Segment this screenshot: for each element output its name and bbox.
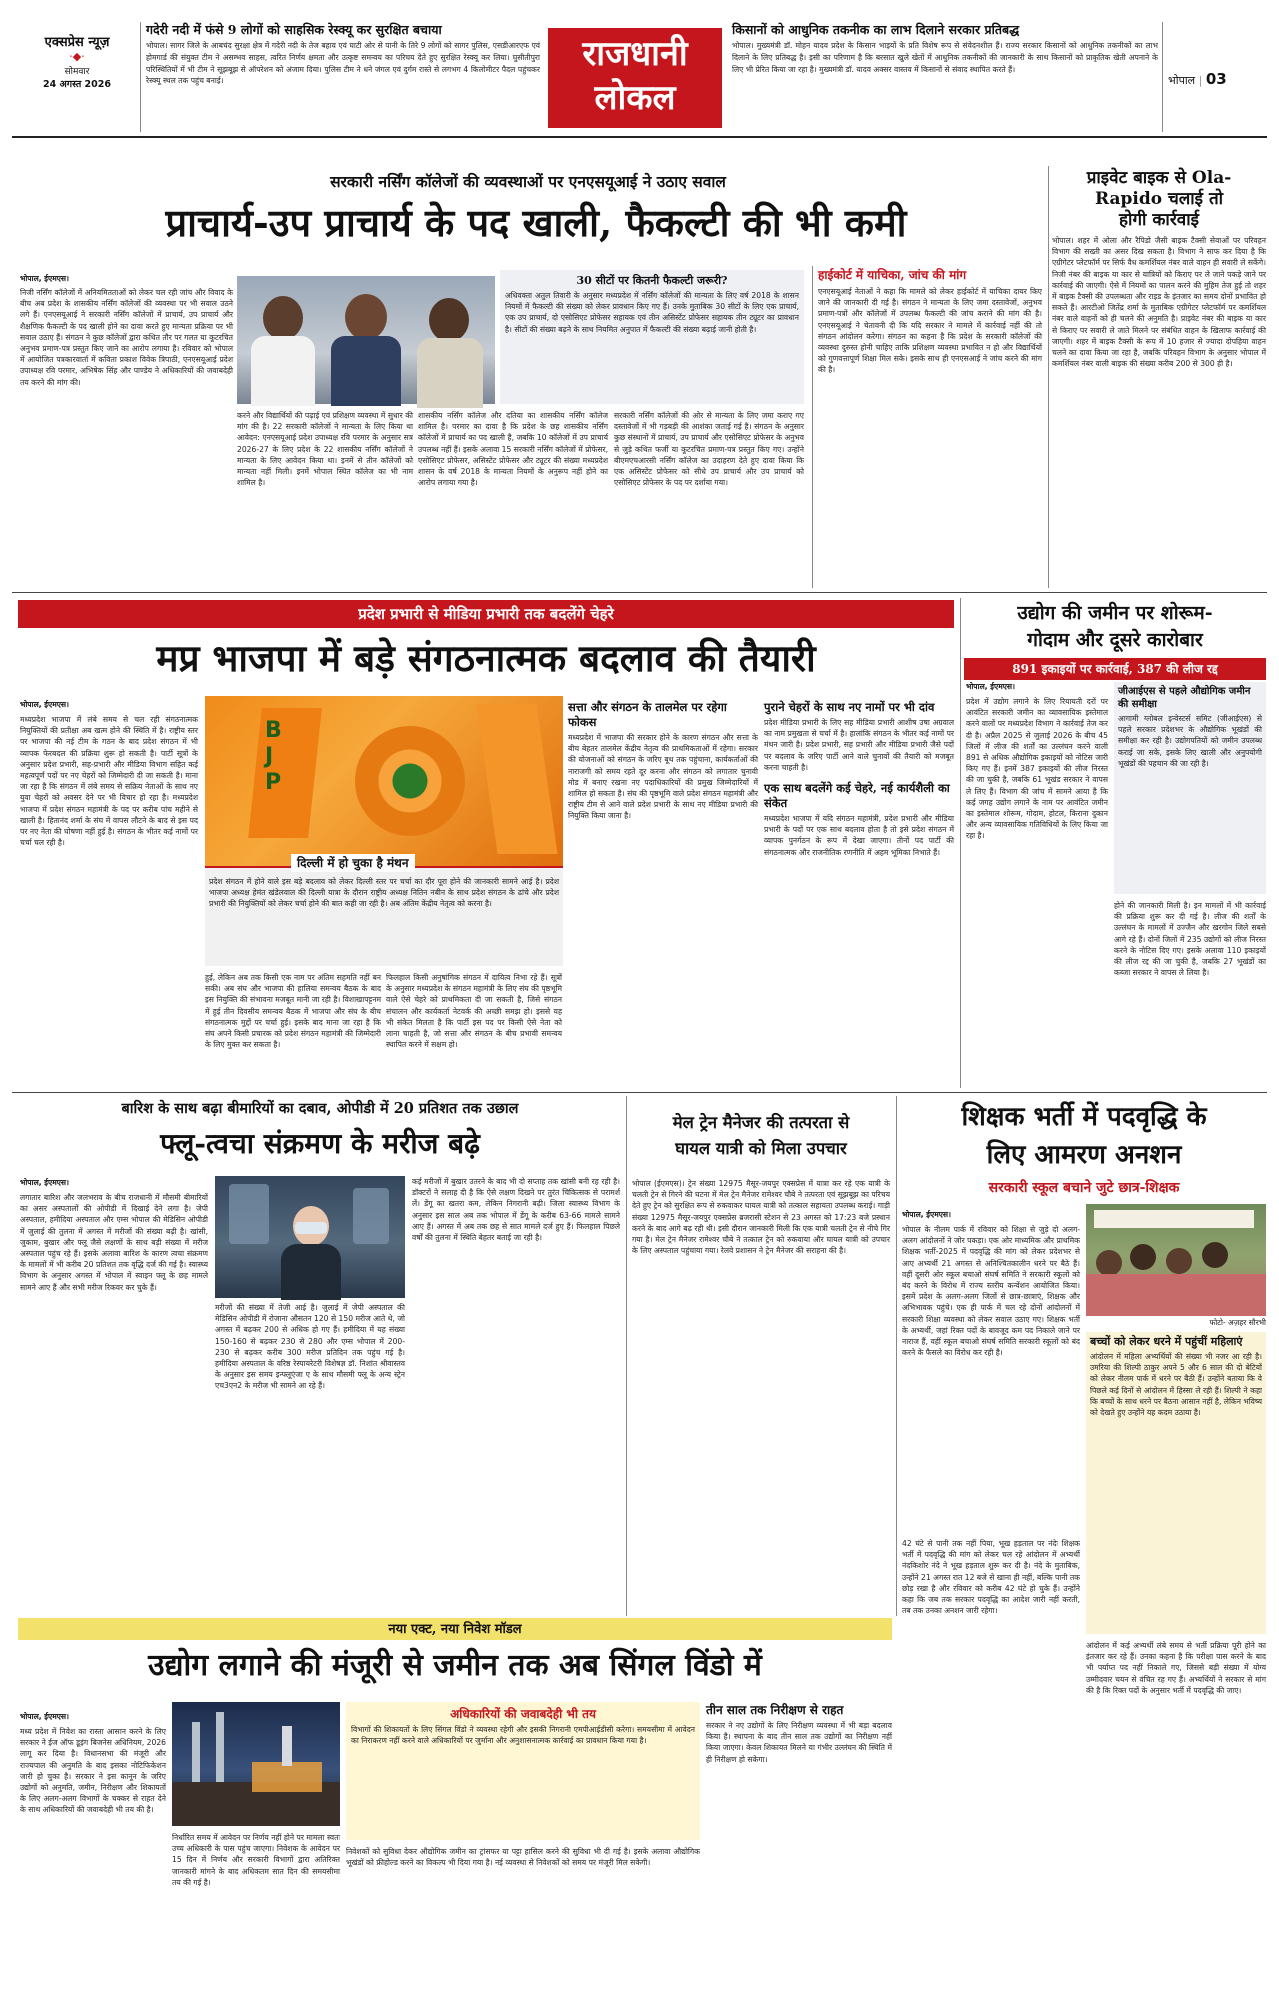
page-folio: भोपाल | 03 bbox=[1168, 70, 1227, 88]
bike-body: भोपाल। शहर में ओला और रैपिडो जैसी बाइक टैक्सी सेवाओं पर परिवहन विभाग की सख्ती का असर दिख सकता है। विभाग ने साफ कर दिया है कि एग्रीगेटर प्लेटफॉर्म पर सिर्फ वैध कमर्शियल नंबर वाले वाहन ही सवारी ले सकेंगे। निजी नंबर की बाइक या कार से यात्रियों को किराए पर ले जाने पकड़े जाने पर कार्रवाई की जाएगी। ऐसे में नियमों का पालन करने की मुहिम तेज हुई तो शहर में बाइक टैक्सी की उपलब्धता और राइड के इंतजार का समय दोनों प्रभावित हो सकते हैं। आरटीओ जितेंद्र शर्मा के मुताबिक एग्रीगेटर प्लेटफॉर्म पर कमर्शियल नंबर वाले वाहनों को ही चलने की अनुमति है। प्राइवेट नंबर की बाइक या कार से किराए पर सवारी ले जाते मिलने पर संबंधित वाहन के खिलाफ कार्रवाई की जाएगी। शहर में बाइक टैक्सी के रूप में 10 हजार से ज्यादा दोपहिया वाहन चलने का दावा किया जा रहा है, जबकि परिवहन विभाग के अनुसार भोपाल में कमर्शियल नंबर वाली बाइक की संख्या करीब 200 से 300 ही है। bbox=[1052, 236, 1266, 369]
flu-kicker: बारिश के साथ बढ़ा बीमारियों का दबाव, ओपीडी में 20 प्रतिशत तक उछाल bbox=[121, 1100, 519, 1117]
industry-factory-photo bbox=[172, 1702, 340, 1826]
industry-kicker-band bbox=[18, 1618, 892, 1640]
bjp-kicker: प्रदेश प्रभारी से मीडिया प्रभारी तक बदलेंगे चेहरे bbox=[358, 605, 614, 623]
bjp-sidebar-box bbox=[205, 856, 563, 966]
bike-headline-line3: होगी कार्रवाई bbox=[1119, 210, 1199, 230]
flu-patient-photo bbox=[215, 1176, 405, 1298]
faculty-box-body: अधिवक्ता अतुल तिवारी के अनुसार मध्यप्रदेश में नर्सिंग कॉलेजों की मान्यता के लिए वर्ष 2018 के शासन नियमों में फैकल्टी की संख्या को लेकर प्रावधान किए गए हैं। उनके मुताबिक 30 सीटों के लिए एक प्राचार्य, एक उप प्राचार्य, दो एसोसिएट प्रोफेसर सहायक एवं तीन असिस्टेंट प्रोफेसर सहायक तीन ट्यूटर का प्रावधान है। सीटों की संख्या बढ़ने के साथ नियमित अनुपात में फैकल्टी की संख्या बढ़ाई जानी होती है। bbox=[505, 291, 799, 334]
bjp-body-col1: मध्यप्रदेश भाजपा में लंबे समय से चल रही संगठनात्मक नियुक्तियों की प्रतीक्षा अब खत्म होने की स्थिति में है। राष्ट्रीय स्तर पर भाजपा की नई टीम के गठन के बाद प्रदेश संगठन में भी व्यापक फेरबदल की प्रक्रिया शुरू हो सकती है। पार्टी सूत्रों के अनुसार प्रदेश प्रभारी, सह-प्रभारी और मीडिया विभाग सहित कई महत्वपूर्ण पदों पर नए चेहरों को जिम्मेदारी दी जा सकती है। माना जा रहा है कि संगठन में लंबे समय से सक्रिय नेताओं के साथ नए युवा चेहरों को अवसर देने पर भी विचार हो रहा है। मध्यप्रदेश भाजपा में प्रदेश संगठन महामंत्री के पद पर करीब पांच महीने से खाली है। हितानंद शर्मा के संघ में वापस लौटने के बाद से इस पद पर नए नेता की घोषणा नहीं हुई है। संगठन के भीतर कई नामों पर चर्चा चल रही है। bbox=[20, 715, 198, 848]
land-headline-line1: उद्योग की जमीन पर शोरूम- bbox=[1017, 602, 1213, 624]
bjp-sub1-head: सत्ता और संगठन के तालमेल पर रहेगा फोकस bbox=[568, 700, 727, 729]
top-left-story bbox=[146, 22, 540, 132]
train-headline-line1: मेल ट्रेन मैनेजर की तत्परता से bbox=[672, 1113, 850, 1132]
top-left-body: भोपाल। सागर जिले के आबचंद सुरक्षा क्षेत्र में गदेरी नदी के तेज बहाव एवं घाटी ओर से पानी के तिरे 9 लोगों को सागर पुलिस, एसडीआरएफ एवं होमगार्ड की संयुक्त टीम ने असम्भव साहस, त्वरित निर्णय क्षमता और उत्कृष्ट समन्वय का परिचय देते हुए सुरक्षित रेस्क्यू कर लिया। घुसीतीपुरा परिस्थितियों में भी टीम ने सूझबूझ से ऑपरेशन को अंजाम दिया। पुलिस टीम ने धने जंगल एवं दुर्गम रास्ते से लगभग 4 किलोमीटर पैदल पहुंचकर रेस्क्यू स्थल तक पहुंच बनाई। bbox=[146, 41, 540, 86]
teacher-body-col1: भोपाल के नीलम पार्क में रविवार को शिक्षा से जुड़े दो अलग-अलग आंदोलनों ने जोर पकड़ा। एक ओर माध्यमिक और प्राथमिक शिक्षक भर्ती-2025 में पदवृद्धि की मांग को लेकर प्रदेशभर से आए अभ्यर्थी 21 अगस्त से अनिश्चितकालीन धरने पर बैठे हैं। वहीं दूसरी ओर स्कूल बचाओ संघर्ष समिति ने सरकारी स्कूलों को बंद करने के विरोध में राज्य स्तरीय कन्वेंशन आयोजित किया। इसमें प्रदेश के अलग-अलग जिलों से छात्र-छात्राएं, शिक्षक और अभिभावक पहुंचे। एक ही पार्क में चल रहे दोनों आंदोलनों में सरकारी शिक्षा व्यवस्था को लेकर सवाल उठाए गए। शिक्षक भर्ती के अभ्यर्थी, जहां रिक्त पदों के बावजूद कम पद निकाले जाने पर नाराज हैं, वहीं स्कूल बचाओ संघर्ष समिति सरकारी स्कूलों को बंद करने के फैसले का विरोध कर रही है। bbox=[902, 1225, 1080, 1358]
faculty-box-title: 30 सीटों पर कितनी फैकल्टी जरूरी? bbox=[576, 274, 728, 287]
land-box-body: आगामी ग्लोबल इन्वेस्टर्स समिट (जीआईएस) से पहले सरकार प्रदेशभर के औद्योगिक भूखंडों की समीक्षा कर रही है। उद्योगपतियों को जमीन उपलब्ध कराई जा सके, इसके लिए खाली और अनुपयोगी भूखंडों की पहचान की जा रही है। bbox=[1118, 714, 1262, 768]
bjp-sub2-head: पुराने चेहरों के साथ नए नामों पर भी दांव bbox=[764, 700, 935, 714]
industry-headline: उद्योग लगाने की मंजूरी से जमीन तक अब सिंगल विंडो में bbox=[148, 1648, 762, 1683]
industry-sub-head: तीन साल तक निरीक्षण से राहत bbox=[706, 1703, 844, 1717]
flu-body-col2: मरीजों की संख्या में तेजी आई है। जुलाई में जेपी अस्पताल की मेडिसिन ओपीडी में रोजाना औसतन 120 से 150 मरीज आते थे, जो अगस्त में बढ़कर 200 से अधिक हो गए हैं। हमीदिया में यह संख्या 150-160 से बढ़कर 230 से 280 और एम्स भोपाल में 200-230 से बढ़कर करीब 300 मरीज प्रतिदिन तक पहुंच गई है। हमीदिया अस्पताल के वरिष्ठ रेस्पायरेटरी विशेषज्ञ डॉ. निशांत श्रीवास्तव के अनुसार इस समय इन्फ्लूएंजा ए के साथ मौसमी फ्लू के अन्य स्ट्रेन एच3एन2 के मरीज भी सामने आ रहे हैं। bbox=[215, 1303, 405, 1391]
nursing-kicker: सरकारी नर्सिंग कॉलेजों की व्यवस्थाओं पर एनएसयूआई ने उठाए सवाल bbox=[330, 172, 726, 191]
land-headline-line2: गोदाम और दूसरे कारोबार bbox=[1027, 629, 1203, 651]
bjp-sub3-body: मध्यप्रदेश भाजपा में यदि संगठन महामंत्री, प्रदेश प्रभारी और मीडिया प्रभारी के पदों पर एक साथ बदलाव होता है तो इसे प्रदेश संगठन में व्यापक पुनर्गठन के रूप में देखा जाएगा। तीनों पद पार्टी की संगठनात्मक और राजनीतिक रणनीति में अहम भूमिका निभाते हैं। bbox=[764, 814, 954, 857]
nursing-press-photo bbox=[237, 276, 495, 404]
industry-sub-body: सरकार ने नए उद्योगों के लिए निरीक्षण व्यवस्था में भी बड़ा बदलाव किया है। स्थापना के बाद तीन साल तक उद्योगों का निरीक्षण नहीं किया जाएगा। केवल शिकायत मिलने या गंभीर उल्लंघन की स्थिति में ही निरीक्षण हो सकेगा। bbox=[706, 1721, 892, 1764]
land-body-col2: होने की जानकारी मिली है। इन मामलों में भी कार्रवाई की प्रक्रिया शुरू कर दी गई है। लीज की शर्तों के उल्लंघन के मामलों में उज्जैन और खरगोन जिले सबसे आगे रहे हैं। दोनों जिलों में 235 उद्योगों को लीज निरस्त करने के नोटिस दिए गए। इसके अलावा 110 इकाइयों की लीज रद्द की जा चुकी है, जबकि 27 भूखंडों का कब्जा सरकार ने वापस ले लिया है। bbox=[1114, 901, 1266, 978]
flu-body-col3: कई मरीजों में बुखार उतरने के बाद भी दो सप्ताह तक खांसी बनी रह रही है। डॉक्टरों ने सलाह दी है कि ऐसे लक्षण दिखने पर तुरंत चिकित्सक से परामर्श लें। डेंगू का खतरा कम, लेकिन निगरानी बढ़ी। जिला स्वास्थ्य विभाग के अनुसार इस साल अब तक भोपाल में डेंगू के करीब 63-66 मामले सामने आए हैं। अगस्त में अब तक छह से सात मामले दर्ज हुए हैं। फिलहाल पिछले वर्षों की तुलना में स्थिति बेहतर बताई जा रही है। bbox=[412, 1177, 620, 1243]
teacher-byline: भोपाल, ईएमएस। bbox=[902, 1210, 951, 1219]
teacher-photo-credit: फोटो- अज़हर सौरभी bbox=[1209, 1318, 1266, 1327]
date-label: 24 अगस्त 2026 bbox=[43, 79, 111, 90]
faculty-box bbox=[500, 270, 804, 404]
bjp-kicker-band bbox=[18, 600, 954, 628]
city-label: भोपाल bbox=[1168, 74, 1196, 87]
flu-body-col1: लगातार बारिश और जलभराव के बीच राजधानी में मौसमी बीमारियों का असर अस्पतालों की ओपीडी में दिखाई देने लगा है। जेपी अस्पताल, हमीदिया अस्पताल और एम्स भोपाल की मेडिसिन ओपीडी में जुलाई की तुलना में अगस्त में मरीजों की संख्या बढ़ी है। खांसी, जुकाम, बुखार और फ्लू जैसे लक्षणों के साथ बड़ी संख्या में मरीज अस्पताल पहुंच रहे हैं। इसके अलावा बारिश के कारण त्वचा संक्रमण के मामलों में भी करीब 20 प्रतिशत तक वृद्धि दर्ज की गई है। स्वास्थ्य विभाग के अनुसार अगस्त में भोपाल में स्वाइन फ्लू के छह मामले सामने आए हैं और सभी मरीज रिकवर कर चुके हैं। bbox=[20, 1193, 208, 1292]
industry-sub bbox=[706, 1702, 892, 2002]
industry-body-col3: निवेशकों को सुविधा देकर औद्योगिक जमीन का ट्रांसफर या पट्टा हासिल करने की सुविधा भी दी गई है। इसके अलावा औद्योगिक भूखंडों को फ्रीहोल्ड करने का विकल्प भी दिया गया है। नई व्यवस्था से निवेशकों को समय पर मंजूरी मिल सकेगी। bbox=[346, 1847, 700, 1868]
industry-body-col1: मध्य प्रदेश में निवेश का रास्ता आसान करने के लिए सरकार ने ईज ऑफ डूइंग बिजनेस अधिनियम, 2026 लागू कर दिया है। विधानसभा की मंजूरी और राज्यपाल की अनुमति के बाद इसका नोटिफिकेशन जारी हो चुका है। सरकार ने इस कानून के जरिए उद्योगों को अनुमति, जमीन, निरीक्षण और शिकायतों के लिए अलग-अलग विभागों के चक्कर से राहत देने के साथ अधिकारियों की जवाबदेही भी तय की है। bbox=[20, 1727, 166, 1815]
bjp-byline: भोपाल, ईएमएस। bbox=[20, 700, 69, 709]
bjp-body-col2: हुई, लेकिन अब तक किसी एक नाम पर अंतिम सहमति नहीं बन सकी। अब संघ और भाजपा की हालिया समन्वय बैठक के बाद इस नियुक्ति की संभावना मजबूत मानी जा रही है। विशाखापट्टनम में हुई तीन दिवसीय समन्वय बैठक में भाजपा और संघ के बीच संगठनात्मक मुद्दों पर चर्चा हुई। इसके बाद माना जा रहा है कि संघ अपने किसी प्रचारक को प्रदेश संगठन महामंत्री की जिम्मेदारी के लिए मुक्त कर सकता है। bbox=[205, 973, 381, 1050]
bjp-sidebar-body: प्रदेश संगठन में होने वाले इस बड़े बदलाव को लेकर दिल्ली स्तर पर चर्चा का दौर पूरा होने की जानकारी सामने आई है। प्रदेश भाजपा अध्यक्ष हेमंत खंडेलवाल की दिल्ली यात्रा के दौरान राष्ट्रीय अध्यक्ष नितिन नबीन के साथ प्रदेश संगठन के ढांचे और प्रदेश प्रभारी की नियुक्तियों को लेकर चर्चा होने की बात कही जा रही है। अब अंतिम केंद्रीय नेतृत्व को करना है। bbox=[209, 877, 559, 909]
industry-kicker: नया एक्ट, नया निवेश मॉडल bbox=[388, 1622, 522, 1637]
industry-box-body: विभागों की शिकायतों के लिए सिंगल विंडो ने व्यवस्था रहेगी और इसकी निगरानी एमपीआईडीसी करेगा। समयसीमा में आवेदन का निराकरण नहीं करने वाले अधिकारियों पर जुर्माना और अनुशासनात्मक कार्रवाई का प्रावधान किया गया है। bbox=[351, 1725, 695, 1746]
nursing-headline: प्राचार्य-उप प्राचार्य के पद खाली, फैकल्टी की भी कमी bbox=[165, 200, 907, 245]
nursing-byline: भोपाल, ईएमएस। bbox=[20, 274, 69, 283]
flu-byline: भोपाल, ईएमएस। bbox=[20, 1178, 69, 1187]
section-title-line2: लोकल bbox=[594, 78, 676, 118]
teacher-body-col1b: 42 घंटे से पानी तक नहीं पिया, भूख हड़ताल पर नंदेः शिक्षक भर्ती में पदवृद्धि की मांग को लेकर चल रहे आंदोलन में अभ्यर्थी नंदकिशोर नंदे ने भूख हड़ताल शुरू कर दी है। नंदे के मुताबिक, उन्होंने 21 अगस्त रात 12 बजे से खाना ही नहीं, बल्कि पानी तक छोड़ रखा है और रविवार को करीब 42 घंटे हो चुके हैं। उन्होंने कहा कि जब तक सरकार पदवृद्धि का आदेश जारी नहीं करती, तब तक उनका अनशन जारी रहेगा। bbox=[902, 1539, 1080, 1616]
teacher-headline-line1: शिक्षक भर्ती में पदवृद्धि के bbox=[961, 1102, 1207, 1132]
bjp-sub1 bbox=[568, 700, 758, 1088]
hc-headline: हाईकोर्ट में याचिका, जांच की मांग bbox=[818, 268, 967, 282]
bjp-body-col3: फिलहाल किसी अनुषांगिक संगठन में दायित्व निभा रहे हैं। सूत्रों के अनुसार मध्यप्रदेश के संगठन महामंत्री के लिए संघ की पृष्ठभूमि वाले ऐसे चेहरे को प्राथमिकता दी जा सकती है, जिसे संगठन संचालन और कार्यकर्ता नेटवर्क की अच्छी समझ हो। इससे यह भी संकेत मिलता है कि पार्टी इस पद पर किसी ऐसे नेता को लाना चाहती है, जो सत्ता और संगठन के बीच प्रभावी समन्वय स्थापित करने में सक्षम हो। bbox=[386, 973, 562, 1050]
bike-story bbox=[1052, 168, 1266, 588]
train-headline-line2: घायल यात्री को मिला उपचार bbox=[675, 1139, 847, 1158]
section-title-block bbox=[548, 28, 722, 128]
top-right-headline: किसानों को आधुनिक तकनीक का लाभ दिलाने सरकार प्रतिबद्ध bbox=[732, 22, 1020, 37]
bike-headline-line1: प्राइवेट बाइक से Ola- bbox=[1086, 168, 1232, 188]
teacher-headline bbox=[902, 1098, 1266, 1176]
land-body-col1: प्रदेश में उद्योग लगाने के लिए रियायती दरों पर आवंटित सरकारी जमीन का व्यावसायिक इस्तेमाल करने वालों पर मध्यप्रदेश विभाग ने कार्रवाई तेज कर दी है। अप्रैल 2025 से जुलाई 2026 के बीच 45 जिलों में लीज की शर्तों का उल्लंघन करने वाली 891 से अधिक औद्योगिक इकाइयों को नोटिस जारी किए गए हैं। इनमें 387 इकाइयों की लीज निरस्त की जा चुकी है, जबकि 61 भूखंड सरकार ने वापस ले लिए हैं। विभाग की जांच में सामने आया है कि कई जगह उद्योग लगाने के नाम पर आवंटित जमीन का इस्तेमाल शोरूम, गोदाम, होटल, किराना दुकान और अन्य व्यावसायिक गतिविधियों के लिए किया जा रहा है। bbox=[966, 697, 1108, 841]
industry-box-head: अधिकारियों की जवाबदेही भी तय bbox=[450, 1707, 596, 1721]
teacher-box bbox=[1086, 1332, 1266, 1634]
teacher-box-head: बच्चों को लेकर धरने में पहुंचीं महिलाएं bbox=[1090, 1335, 1243, 1348]
bjp-sub1-body: मध्यप्रदेश में भाजपा की सरकार होने के कारण संगठन और सत्ता के बीच बेहतर तालमेल केंद्रीय नेतृत्व की प्राथमिकताओं में रहेगा। सरकार की योजनाओं को संगठन के जरिए बूथ तक पहुंचाना, कार्यकर्ताओं की नाराजगी को समय रहते दूर करना और संगठन को लगातार चुनावी मोड में बनाए रखना नए पदाधिकारियों की प्रमुख जिम्मेदारियों में शामिल हो सकता है। संघ की पृष्ठभूमि वाले प्रदेश संगठन महामंत्री और राष्ट्रीय टीम से आने वाले प्रदेश प्रभारी के साथ नए मीडिया प्रभारी की नियुक्ति किया जाना है। bbox=[568, 733, 758, 821]
industry-byline: भोपाल, ईएमएस। bbox=[20, 1712, 69, 1721]
land-banner bbox=[964, 658, 1266, 680]
nursing-body-col4: सरकारी नर्सिंग कॉलेजों की ओर से मान्यता के लिए जमा कराए गए दस्तावेजों में भी गड़बड़ी की आशंका जताई गई है। संगठन के अनुसार कुछ संस्थानों में प्राचार्य, उप प्राचार्य और एसोसिएट प्रोफेसर के अनुभव से जुड़े कथित फर्जी या कूटरचित प्रमाण-पत्र प्रस्तुत किए गए। उन्होंने बीएमएचआरसी नर्सिंग कॉलेज का उदाहरण देते हुए दावा किया कि एक असिस्टेंट प्रोफेसर को सीधे उप प्राचार्य और उप प्राचार्य को एसोसिएट प्रोफेसर के पद पर दर्शाया गया। bbox=[614, 411, 804, 488]
industry-body-col2: निर्धारित समय में आवेदन पर निर्णय नहीं होने पर मामला स्वतः उच्च अधिकारी के पास पहुंच जाएगा। निवेशक के आवेदन पर 15 दिन में निर्णय और सरकारी विभागों द्वारा अतिरिक्त जानकारी मांगने के बाद अधिकतम सात दिन की समयसीमा तय की गई है। bbox=[172, 1833, 340, 1887]
train-headline bbox=[632, 1110, 890, 1172]
nursing-body-col2: करने और विद्यार्थियों की पढ़ाई एवं प्रशिक्षण व्यवस्था में सुधार की मांग की है। 22 सरकारी कॉलेजों ने मान्यता के लिए किया था आवेदन: एनएसयूआई प्रदेश उपाध्यक्ष रवि परमार के अनुसार सत्र 2026-27 के लिए प्रदेश के 22 शासकीय नर्सिंग कॉलेजों ने मान्यता के लिए आवेदन किया था। इनमें से तीन कॉलेजों को मान्यता नहीं मिली। इनमें भोपाल स्थित कॉलेज का भी नाम शामिल है। bbox=[237, 411, 413, 488]
bjp-headline: मप्र भाजपा में बड़े संगठनात्मक बदलाव की तैयारी bbox=[156, 636, 816, 680]
teacher-sub: सरकारी स्कूल बचाने जुटे छात्र-शिक्षक bbox=[988, 1180, 1180, 1196]
land-box-head: जीआईएस से पहले औद्योगिक जमीन की समीक्षा bbox=[1118, 686, 1251, 710]
teacher-protest-photo bbox=[1086, 1204, 1266, 1316]
bjp-sidebar-title: दिल्ली में हो चुका है मंथन bbox=[291, 854, 415, 872]
hc-story bbox=[818, 266, 1042, 588]
train-body: भोपाल (ईएमएस)। ट्रेन संख्या 12975 मैसूर-जयपुर एक्सप्रेस में यात्रा कर रहे एक यात्री के चलती ट्रेन से गिरने की घटना में मेल ट्रेन मैनेजर रामेश्वर चौबे ने तत्परता एवं सूझबूझ का परिचय देते हुए ट्रेन को सुरक्षित रूप से रुकवाकर घायल यात्री को तत्काल सहायता उपलब्ध कराई। गाड़ी संख्या 12975 मैसूर-जयपुर एक्सप्रेस ब्रजरासी स्टेशन से 23 अगस्त को 17:23 बजे प्रस्थान करने के बाद आगे बढ़ रही थी। इसी दौरान जानकारी मिली कि एक यात्री चलती ट्रेन से नीचे गिर गया है। मेल ट्रेन मैनेजर रामेश्वर चौबे ने तत्काल ट्रेन को रुकवाया और घायल यात्री को उपचार के लिए अस्पताल पहुंचाया गया। रेलवे प्रशासन ने ट्रेन मैनेजर की सराहना की है। bbox=[632, 1179, 890, 1256]
teacher-headline-line2: लिए आमरण अनशन bbox=[986, 1140, 1182, 1170]
masthead-date-block bbox=[18, 24, 136, 116]
bike-headline-line2: Rapido चलाई तो bbox=[1094, 189, 1224, 209]
page-number: 03 bbox=[1205, 70, 1227, 88]
land-box bbox=[1114, 682, 1266, 894]
teacher-body-col2: आंदोलन में कई अभ्यर्थी लंबे समय से भर्ती प्रक्रिया पूरी होने का इंतजार कर रहे हैं। उनका कहना है कि परीक्षा पास करने के बाद भी पर्याप्त पद नहीं निकाले गए, जिससे बड़ी संख्या में योग्य उम्मीदवार चयन से वंचित रह गए हैं। अभ्यर्थियों ने सरकार से मांग की है कि रिक्त पदों के अनुसार भर्ती में पदवृद्धि की जाए। bbox=[1086, 1641, 1266, 1695]
land-byline: भोपाल, ईएमएस। bbox=[966, 682, 1015, 691]
top-right-body: भोपाल। मुख्यमंत्री डॉ. मोहन यादव प्रदेश के किसान भाइयों के प्रति विशेष रूप से संवेदनशील हैं। राज्य सरकार किसानों को आधुनिक तकनीकों का लाभ दिलाने के लिए प्रतिबद्ध है। इसी का परिणाम है कि बरसात खुले खेतों में आधुनिक तकनीकों की जानकारी के साथ किसानों को प्राकृतिक खेती अपनाने के लिए भी प्रेरित किया जा रहा है। मुख्यमंत्री डॉ. यादव अक्सर वास्तव में किसानों से संवाद स्थापित करते हैं। bbox=[732, 41, 1158, 74]
bjp-sub2 bbox=[764, 700, 954, 1088]
ornament-icon: ⋅◆⋅ bbox=[69, 50, 85, 63]
teacher-box-body: आंदोलन में महिला अभ्यर्थियों की संख्या भी नजर आ रही है। उमरिया की शिल्पी ठाकुर अपने 5 और 6 साल की दो बेटियों को लेकर नीलम पार्क में धरने पर बैठी हैं। उन्होंने बताया कि वे पिछले कई दिनों से आंदोलन में हिस्सा ले रही हैं। शिल्पी ने कहा कि बच्चों के साथ धरने पर बैठना आसान नहीं है, लेकिन भविष्य को देखते हुए उन्होंने यह कदम उठाया है। bbox=[1090, 1352, 1262, 1418]
paper-name: एक्सप्रेस न्यूज़ bbox=[44, 35, 110, 50]
industry-box bbox=[346, 1702, 700, 1840]
nursing-body-col1: निजी नर्सिंग कॉलेजों में अनियमितताओं को लेकर चल रही जांच और विवाद के बीच अब प्रदेश के शासकीय नर्सिंग कॉलेजों की व्यवस्था पर भी सवाल उठने लगे हैं। एनएसयूआई ने सरकारी नर्सिंग कॉलेजों में प्राचार्य, उप प्राचार्य और शैक्षणिक फैकल्टी के पद खाली होने का दावा करते हुए मान्यता प्रक्रिया पर भी सवाल उठाए हैं। संगठन ने कुछ कॉलेजों द्वारा कथित तौर पर गलत या कूटरचित अनुभव प्रमाण-पत्र प्रस्तुत किए जाने का आरोप लगाया है। रविवार को भोपाल में आयोजित पत्रकारवार्ता में कविता प्रकाश विवेक त्रिपाठी, एनएसयूआई प्रदेश उपाध्यक्ष रवि परमार, अभिषेक सिंह और पाण्डेय ने अधिकारियों की जवाबदेही तय करने की मांग की। bbox=[20, 288, 233, 387]
land-banner-text: 891 इकाइयों पर कार्रवाई, 387 की लीज रद्द bbox=[1012, 662, 1218, 676]
flu-headline: फ्लू-त्वचा संक्रमण के मरीज बढ़े bbox=[160, 1127, 480, 1160]
section-title-line1: राजधानी bbox=[582, 34, 688, 74]
top-right-story bbox=[732, 22, 1158, 132]
hc-body: एनएसयूआई नेताओं ने कहा कि मामले को लेकर हाईकोर्ट में याचिका दायर किए जाने की जानकारी दी गई है। संगठन ने मान्यता के लिए जमा दस्तावेजों, अनुभव प्रमाण-पत्रों और कॉलेजों में उपलब्ध फैकल्टी की जांच कराने की मांग की है। एनएसयूआई ने चेतावनी दी कि यदि सरकार ने मामले में कार्रवाई नहीं की तो संगठन आंदोलन करेगा। संगठन का कहना है कि प्रदेश के सरकारी कॉलेजों की व्यवस्था दुरुस्त होनी चाहिए ताकि प्रशिक्षण व्यवस्था प्रभावित न हो और विद्यार्थियों को गुणवत्तापूर्ण शिक्षा मिल सके। इसके साथ ही एनएसआई ने जांच करने की मांग की है। bbox=[818, 287, 1042, 375]
day-label: सोमवार bbox=[64, 67, 90, 77]
nursing-body-col3: शासकीय नर्सिंग कॉलेज और दतिया का शासकीय नर्सिंग कॉलेज शामिल है। परमार का दावा है कि प्रदेश के छह शासकीय नर्सिंग कॉलेजों में प्राचार्य का पद खाली है, जबकि 10 कॉलेजों में उप प्राचार्य उपलब्ध नहीं हैं। इसके अलावा 15 सरकारी नर्सिंग कॉलेजों में प्रोफेसर, एसोसिएट प्रोफेसर, असिस्टेंट प्रोफेसर और ट्यूटर की संख्या मध्यप्रदेश शासन के वर्ष 2018 के मान्यता नियमों के अनुरूप नहीं होने का आरोप लगाया गया है। bbox=[418, 411, 608, 488]
bjp-flags-photo: B J P bbox=[205, 696, 563, 866]
top-left-headline: गदेरी नदी में फंसे 9 लोगों को साहसिक रेस्क्यू कर सुरक्षित बचाया bbox=[146, 22, 442, 37]
bjp-sub3-head: एक साथ बदलेंगे कई चेहरे, नई कार्यशैली का संकेत bbox=[764, 781, 950, 811]
bjp-sub2-body: प्रदेश मीडिया प्रभारी के लिए सह मीडिया प्रभारी आशीष उषा अग्रवाल का नाम प्रमुखता से चर्चा में है। हालांकि संगठन के भीतर कई नामों पर मंथन जारी है। प्रदेश प्रभारी, सह प्रभारी और मीडिया प्रभारी जैसे पदों पर बदलाव के जरिए पार्टी आने वाले चुनावों की तैयारी को मजबूत करना चाहती है। bbox=[764, 718, 954, 772]
